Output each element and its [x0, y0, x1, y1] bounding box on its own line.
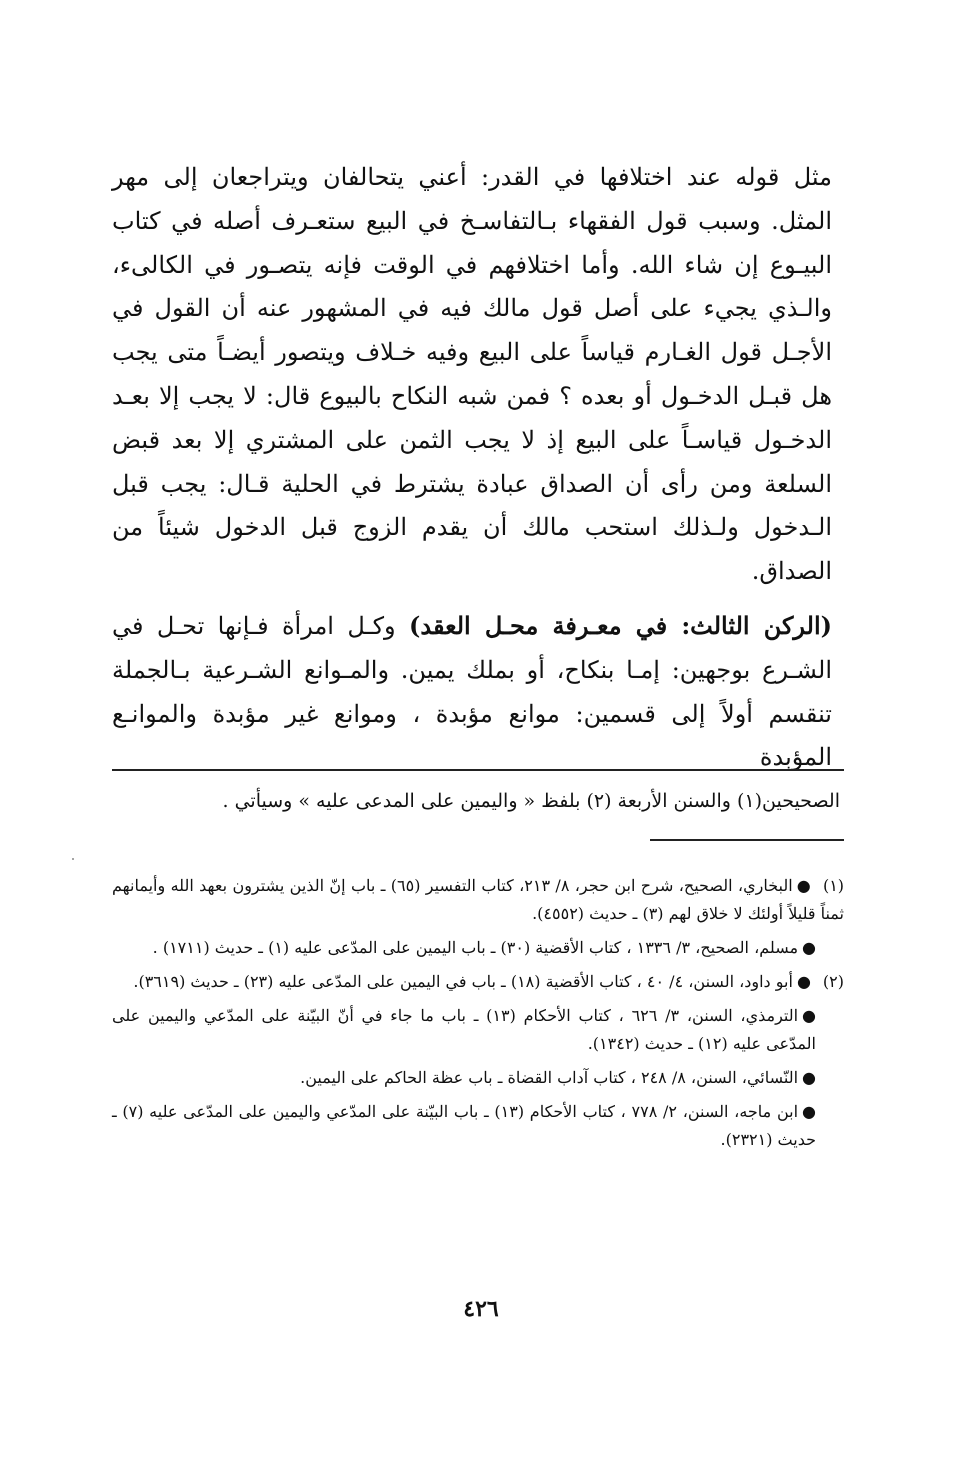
footnote-2-ibn-majah	[112, 1098, 844, 1154]
footnote-1-muslim	[112, 934, 844, 962]
bullet-icon: ●	[796, 876, 811, 895]
bullet-icon: ●	[802, 1068, 816, 1087]
footnote-text: الترمذي، السنن، ٣/ ٦٢٦ ، كتاب الأحكام (١٣) ـ باب ما جاء في أنّ البيّنة على المدّعي واليمين على المدّعى عليه (١٢) ـ حديث (١٣٤٢).	[112, 1006, 816, 1053]
section-heading-third-pillar: (الركن الثالث: في معـرفة محـل العقد)	[409, 610, 832, 640]
paragraph-2-text: وكـل امرأة فـإنها تحـل في الشـرع بوجهين: إمـا بنكاح، أو بملك يمين. والمـوانع الشـرعية بـالجملة تنقسم أولاً إلى قسمين: موانع مؤبدة ، وموانع غير مؤبدة والموانـع المؤبدة	[112, 611, 832, 772]
footnote-2-tirmidhi	[112, 1002, 844, 1058]
footnote-separator-line	[112, 769, 844, 771]
footnote-text: مسلم، الصحيح، ٣/ ١٣٣٦ ، كتاب الأقضية (٣٠) ـ باب اليمين على المدّعى عليه (١) ـ حديث (١٧١١) .	[152, 938, 799, 957]
footnote-1-bukhari	[112, 872, 844, 928]
footnote-2-abu-dawud	[112, 968, 844, 996]
footnote-number: (٢)	[822, 972, 844, 991]
footnotes-section	[112, 872, 844, 1160]
main-body-text	[112, 156, 832, 780]
footnote-2-nasai	[112, 1064, 844, 1092]
continued-footnote: الصحيحين(١) والسنن الأربعة (٢) بلفظ « واليمين على المدعى عليه » وسيأتي .	[222, 790, 840, 812]
paragraph-1: مثل قوله عند اختلافها في القدر: أعني يتحالفان ويتراجعان إلى مهر المثل. وسبب قول الفقهاء بـالتفاسـخ في البيع ستعـرف أصله في كتاب البيـوع إن شاء الله. وأما اختلافهم في الوقت فإنه يتصـور في الكالىء، والـذي يجيء على أصل قول مالك فيه في المشهور عنه أن القول في الأجـل قول الغـارم قياساً على البيع وفيه خـلاف ويتصور أيضـاً متى يجب هل قبـل الدخـول أو بعده ؟ فمن شبه النكاح بالبيوع قال: لا يجب إلا بعـد الدخـول قياسـاً على البيع إذ لا يجب الثمن على المشتري إلا بعد قبض السلعة ومن رأى أن الصداق عبادة يشترط في الحلية قـال: يجب قبل الـدخول ولـذلك استحب مالك أن يقدم الزوج قبل الدخول شيئاً من الصداق.	[112, 163, 832, 586]
footnote-number: (١)	[822, 876, 845, 895]
footnote-text: ابن ماجه، السنن، ٢/ ٧٧٨ ، كتاب الأحكام (١٣) ـ باب البيّنة على المدّعي واليمين على المدّعى عليه (٧) ـ حديث (٢٣٢١).	[112, 1102, 816, 1149]
bullet-icon: ●	[802, 938, 816, 957]
footnote-text: أبو داود، السنن، ٤/ ٤٠ ، كتاب الأقضية (١٨) ـ باب في اليمين على المدّعى عليه (٢٣) ـ حديث (٣٦١٩).	[133, 972, 793, 991]
page-speck	[72, 858, 74, 860]
paragraph-2	[112, 604, 832, 780]
footnote-text: النّسائي، السنن، ٨/ ٢٤٨ ، كتاب آداب القضاة ـ باب عظة الحاكم على اليمين.	[300, 1068, 799, 1087]
bullet-icon: ●	[796, 972, 811, 991]
bullet-icon: ●	[802, 1102, 816, 1121]
page-number: ٤٢٦	[463, 1296, 499, 1322]
footnote-short-rule	[650, 839, 844, 841]
footnote-text: البخاري، الصحيح، شرح ابن حجر، ٨/ ٢١٣، كتاب التفسير (٦٥) ـ باب إنّ الذين يشترون بعهد الله وأيمانهم ثمناً قليلاً أولئك لا خلاق لهم (٣) ـ حديث (٤٥٥٢).	[112, 876, 844, 923]
bullet-icon: ●	[802, 1006, 817, 1025]
